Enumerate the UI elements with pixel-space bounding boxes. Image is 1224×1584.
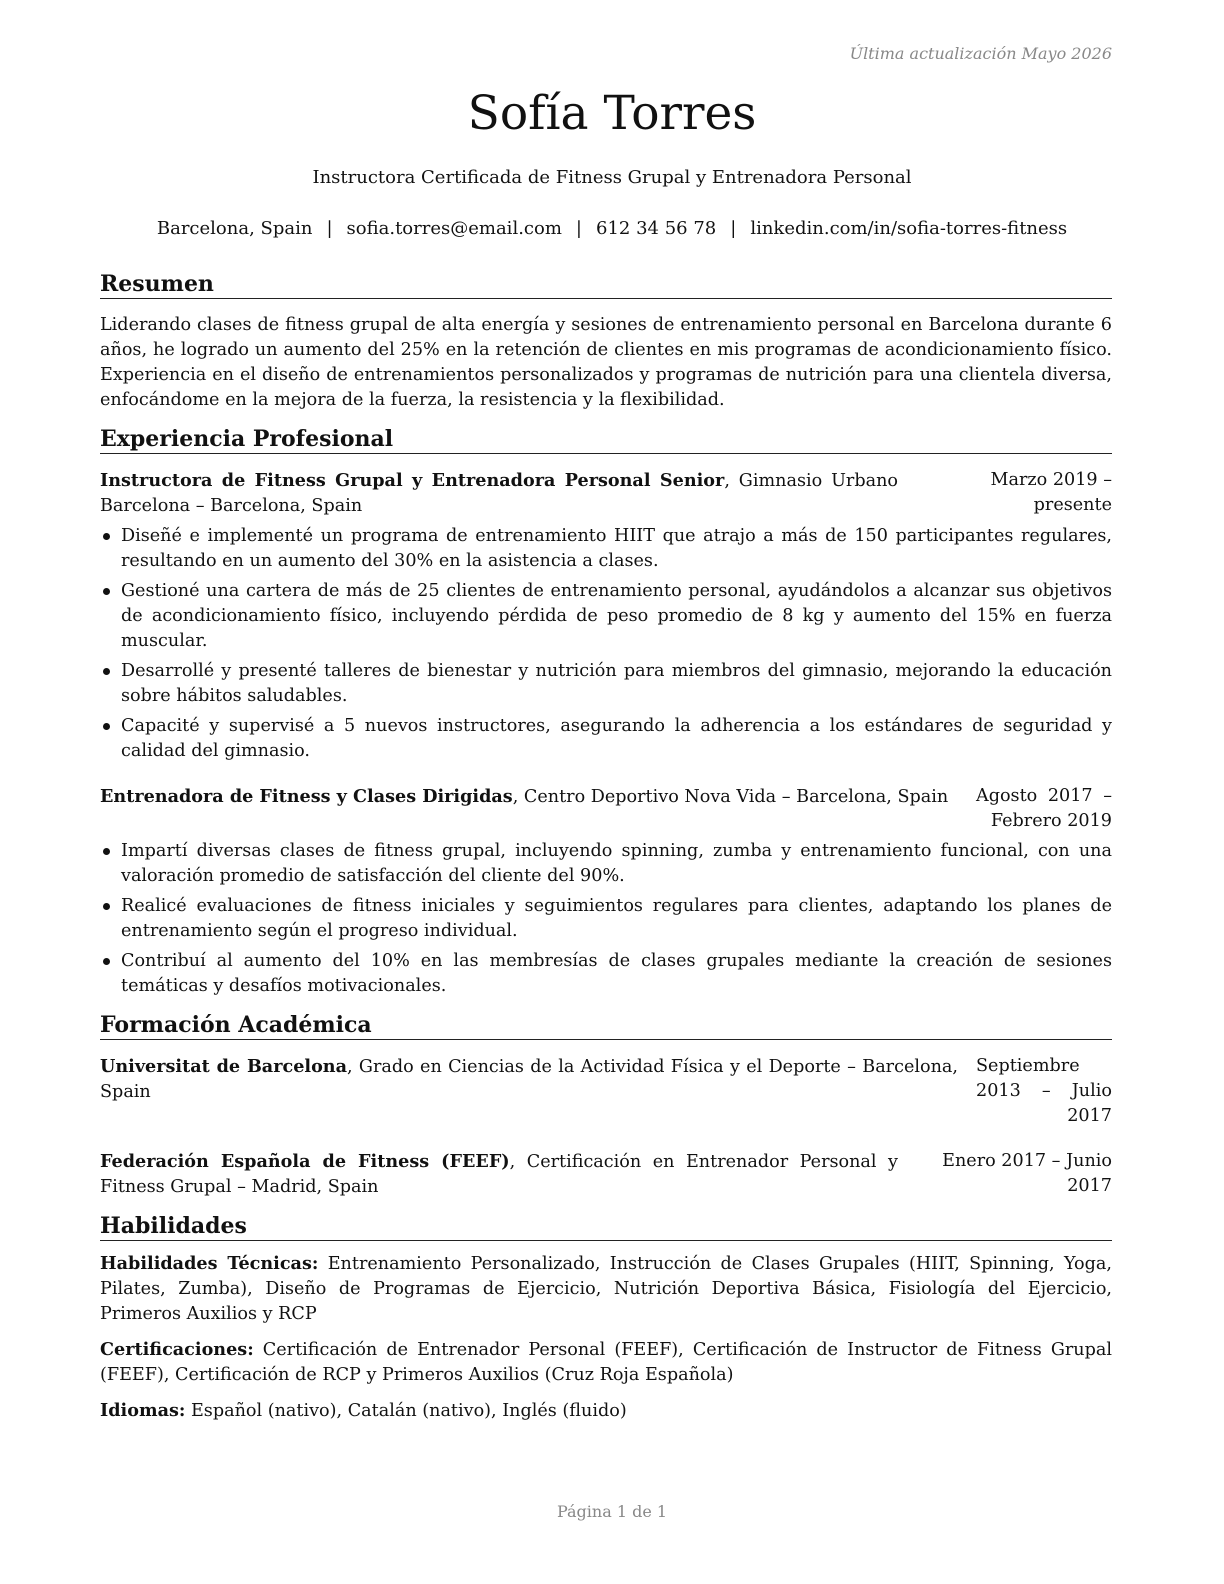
job-org: , Gimnasio Urbano Barcelona – Barcelona, Spain: [100, 471, 899, 516]
skill-line: [100, 1337, 1112, 1388]
job-entry: [100, 784, 1112, 999]
education-header: [100, 1054, 1112, 1129]
contact-linkedin[interactable]: linkedin.com/in/sofia-torres-fitness: [750, 218, 1068, 239]
education-title-line: [100, 1054, 958, 1105]
education-detail: , Grado en Ciencias de la Actividad Física y el Deporte – Barcelona, Spain: [100, 1057, 958, 1102]
job-bullet: Desarrollé y presenté talleres de bienestar y nutrición para miembros del gimnasio, mejorando la educación sobre hábitos saludables.: [100, 659, 1112, 709]
education-date: Enero 2017 – Junio 2017: [942, 1151, 1112, 1196]
job-title-line: [100, 468, 898, 519]
section-title-summary: Resumen: [100, 270, 1112, 299]
job-org: , Centro Deportivo Nova Vida – Barcelona, Spain: [512, 787, 949, 807]
contact-email[interactable]: sofia.torres@email.com: [346, 218, 562, 239]
resume-content: [100, 270, 1112, 1436]
contact-separator: |: [730, 218, 737, 239]
last-updated: Última actualización Mayo 2026: [849, 44, 1112, 63]
education-section: [100, 1011, 1112, 1200]
contact-separator: |: [575, 218, 582, 239]
education-header: [100, 1149, 1112, 1200]
section-title-education: Formación Académica: [100, 1011, 1112, 1040]
skill-line: [100, 1398, 1112, 1424]
skill-text: Español (nativo), Catalán (nativo), Inglés (fluido): [185, 1401, 627, 1421]
job-bullet: Diseñé e implementé un programa de entrenamiento HIIT que atrajo a más de 150 participantes regulares, resultando en un aumento del 30% en la asistencia a clases.: [100, 524, 1112, 574]
job-header: [100, 784, 1112, 834]
education-institution: Universitat de Barcelona: [100, 1056, 347, 1077]
skill-label: Habilidades Técnicas:: [100, 1253, 319, 1274]
job-bullet: Capacité y supervisé a 5 nuevos instructores, asegurando la adherencia a los estándares de seguridad y calidad del gimnasio.: [100, 714, 1112, 764]
skill-label: Certificaciones:: [100, 1339, 254, 1360]
job-bullet: Gestioné una cartera de más de 25 clientes de entrenamiento personal, ayudándolos a alcanzar sus objetivos de acondicionamiento físico, incluyendo pérdida de peso promedio de 8 kg y aumento del 15% en fuerza muscular.: [100, 579, 1112, 654]
education-date: Septiembre 2013 – Julio 2017: [976, 1056, 1112, 1126]
job-role: Entrenadora de Fitness y Clases Dirigidas: [100, 786, 513, 807]
skill-line: [100, 1251, 1112, 1327]
section-title-experience: Experiencia Profesional: [100, 425, 1112, 454]
summary-section: [100, 270, 1112, 413]
section-title-skills: Habilidades: [100, 1212, 1112, 1241]
skill-label: Idiomas:: [100, 1400, 186, 1421]
job-bullet: Realicé evaluaciones de fitness iniciales y seguimientos regulares para clientes, adaptando los planes de entrenamiento según el progreso individual.: [100, 894, 1112, 944]
job-bullet: Impartí diversas clases de fitness grupal, incluyendo spinning, zumba y entrenamiento funcional, con una valoración promedio de satisfacción del cliente del 90%.: [100, 839, 1112, 889]
education-detail: , Certificación en Entrenador Personal y Fitness Grupal – Madrid, Spain: [100, 1152, 898, 1197]
job-title-line: [100, 784, 958, 810]
candidate-name: Sofía Torres: [467, 86, 757, 141]
page-number: Página 1 de 1: [556, 1502, 668, 1521]
contact-separator: |: [326, 218, 333, 239]
summary-text: Liderando clases de fitness grupal de alta energía y sesiones de entrenamiento personal en Barcelona durante 6 años, he logrado un aumento del 25% en la retención de clientes en mis programas de acondicionamiento físico. Experiencia en el diseño de entrenamientos personalizados y programas de nutrición para una clientela diversa, enfocándome en la mejora de la fuerza, la resistencia y la flexibilidad.: [100, 315, 1112, 410]
skill-text: Certificación de Entrenador Personal (FEEF), Certificación de Instructor de Fitness Grupal (FEEF), Certificación de RCP y Primeros Auxilios (Cruz Roja Española): [100, 1340, 1112, 1385]
experience-section: [100, 425, 1112, 999]
skills-section: [100, 1212, 1112, 1424]
education-entry: [100, 1054, 1112, 1129]
job-bullets: [100, 524, 1112, 764]
candidate-headline: Instructora Certificada de Fitness Grupal y Entrenadora Personal: [312, 167, 912, 188]
job-header: [100, 468, 1112, 519]
job-date: Agosto 2017 – Febrero 2019: [976, 786, 1112, 831]
skill-text: Entrenamiento Personalizado, Instrucción de Clases Grupales (HIIT, Spinning, Yoga, Pilates, Zumba), Diseño de Programas de Ejercicio, Nutrición Deportiva Básica, Fisiología del Ejercicio, Primeros Auxilios y RCP: [100, 1254, 1112, 1324]
job-bullet: Contribuí al aumento del 10% en las membresías de clases grupales mediante la creación de sesiones temáticas y desafíos motivacionales.: [100, 949, 1112, 999]
education-institution: Federación Española de Fitness (FEEF): [100, 1151, 510, 1172]
job-entry: [100, 468, 1112, 764]
contact-phone: 612 34 56 78: [596, 218, 717, 239]
contact-location: Barcelona, Spain: [156, 218, 313, 239]
education-title-line: [100, 1149, 898, 1200]
education-entry: [100, 1149, 1112, 1200]
job-role: Instructora de Fitness Grupal y Entrenadora Personal Senior: [100, 470, 725, 491]
job-bullets: [100, 839, 1112, 999]
contact-line: [0, 218, 1224, 239]
job-date: Marzo 2019 – presente: [990, 470, 1112, 515]
